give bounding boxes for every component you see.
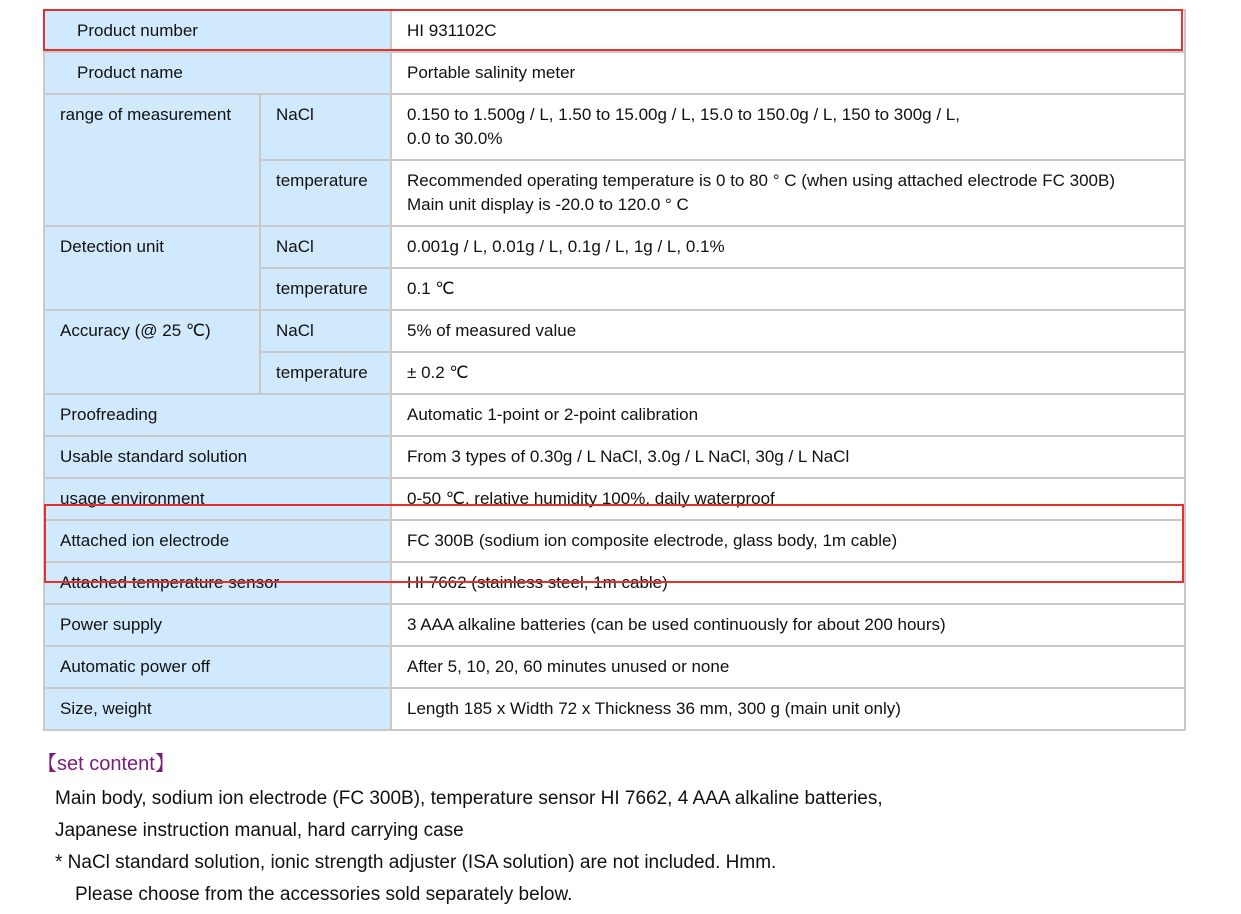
spec-value xyxy=(391,160,1185,226)
spec-label: usage environment xyxy=(44,478,391,520)
spec-value-line: Main unit display is -20.0 to 120.0 ° C xyxy=(407,195,689,214)
spec-value: 0.1 ℃ xyxy=(391,268,1185,310)
spec-value: 5% of measured value xyxy=(391,310,1185,352)
spec-row-standard-solution xyxy=(44,436,1185,478)
spec-value-line: Recommended operating temperature is 0 to 80 ° C (when using attached electrode FC 300B) xyxy=(407,171,1115,190)
spec-sub-label: temperature xyxy=(260,352,391,394)
spec-label: Product name xyxy=(44,52,391,94)
spec-label: Usable standard solution xyxy=(44,436,391,478)
spec-label: Attached temperature sensor xyxy=(44,562,391,604)
spec-row-proofreading xyxy=(44,394,1185,436)
spec-label: range of measurement xyxy=(44,94,260,226)
spec-value: After 5, 10, 20, 60 minutes unused or none xyxy=(391,646,1185,688)
spec-row-range-nacl xyxy=(44,94,1185,160)
spec-sub-label: temperature xyxy=(260,268,391,310)
spec-value-line: 0.150 to 1.500g / L, 1.50 to 15.00g / L, 15.0 to 150.0g / L, 150 to 300g / L, xyxy=(407,105,960,124)
spec-value: Portable salinity meter xyxy=(391,52,1185,94)
spec-label: Product number xyxy=(44,10,391,52)
spec-value-line: 0.0 to 30.0% xyxy=(407,129,503,148)
spec-label: Automatic power off xyxy=(44,646,391,688)
spec-label: Attached ion electrode xyxy=(44,520,391,562)
spec-value: Automatic 1-point or 2-point calibration xyxy=(391,394,1185,436)
set-content-line: Main body, sodium ion electrode (FC 300B), temperature sensor HI 7662, 4 AAA alkaline batteries, xyxy=(55,788,883,809)
spec-row-detection-nacl xyxy=(44,226,1185,268)
spec-sub-label: NaCl xyxy=(260,94,391,160)
spec-row-product-number xyxy=(44,10,1185,52)
spec-value: 3 AAA alkaline batteries (can be used continuously for about 200 hours) xyxy=(391,604,1185,646)
spec-sub-label: temperature xyxy=(260,160,391,226)
set-content-line: Japanese instruction manual, hard carrying case xyxy=(55,820,464,841)
spec-value: From 3 types of 0.30g / L NaCl, 3.0g / L NaCl, 30g / L NaCl xyxy=(391,436,1185,478)
spec-value: 0.001g / L, 0.01g / L, 0.1g / L, 1g / L, 0.1% xyxy=(391,226,1185,268)
spec-label: Proofreading xyxy=(44,394,391,436)
spec-value: HI 931102C xyxy=(391,10,1185,52)
spec-value: 0-50 ℃, relative humidity 100%, daily waterproof xyxy=(391,478,1185,520)
set-content-section xyxy=(37,749,1217,911)
spec-label: Size, weight xyxy=(44,688,391,730)
set-content-note: Please choose from the accessories sold separately below. xyxy=(75,884,573,905)
spec-row-ion-electrode xyxy=(44,520,1185,562)
spec-value: ± 0.2 ℃ xyxy=(391,352,1185,394)
spec-row-temperature-sensor xyxy=(44,562,1185,604)
spec-row-size-weight xyxy=(44,688,1185,730)
spec-value: Length 185 x Width 72 x Thickness 36 mm, 300 g (main unit only) xyxy=(391,688,1185,730)
set-content-note: * NaCl standard solution, ionic strength adjuster (ISA solution) are not included. Hmm. xyxy=(55,852,777,873)
spec-sub-label: NaCl xyxy=(260,226,391,268)
spec-row-usage-environment xyxy=(44,478,1185,520)
spec-row-auto-power-off xyxy=(44,646,1185,688)
spec-label: Accuracy (@ 25 ℃) xyxy=(44,310,260,394)
spec-sub-label: NaCl xyxy=(260,310,391,352)
product-spec-table xyxy=(43,9,1186,731)
spec-label: Detection unit xyxy=(44,226,260,310)
spec-value: FC 300B (sodium ion composite electrode, glass body, 1m cable) xyxy=(391,520,1185,562)
spec-row-product-name xyxy=(44,52,1185,94)
spec-value xyxy=(391,94,1185,160)
spec-row-accuracy-nacl xyxy=(44,310,1185,352)
set-content-title: 【set content】 xyxy=(37,753,175,775)
spec-label: Power supply xyxy=(44,604,391,646)
spec-row-power-supply xyxy=(44,604,1185,646)
spec-value: HI 7662 (stainless steel, 1m cable) xyxy=(391,562,1185,604)
